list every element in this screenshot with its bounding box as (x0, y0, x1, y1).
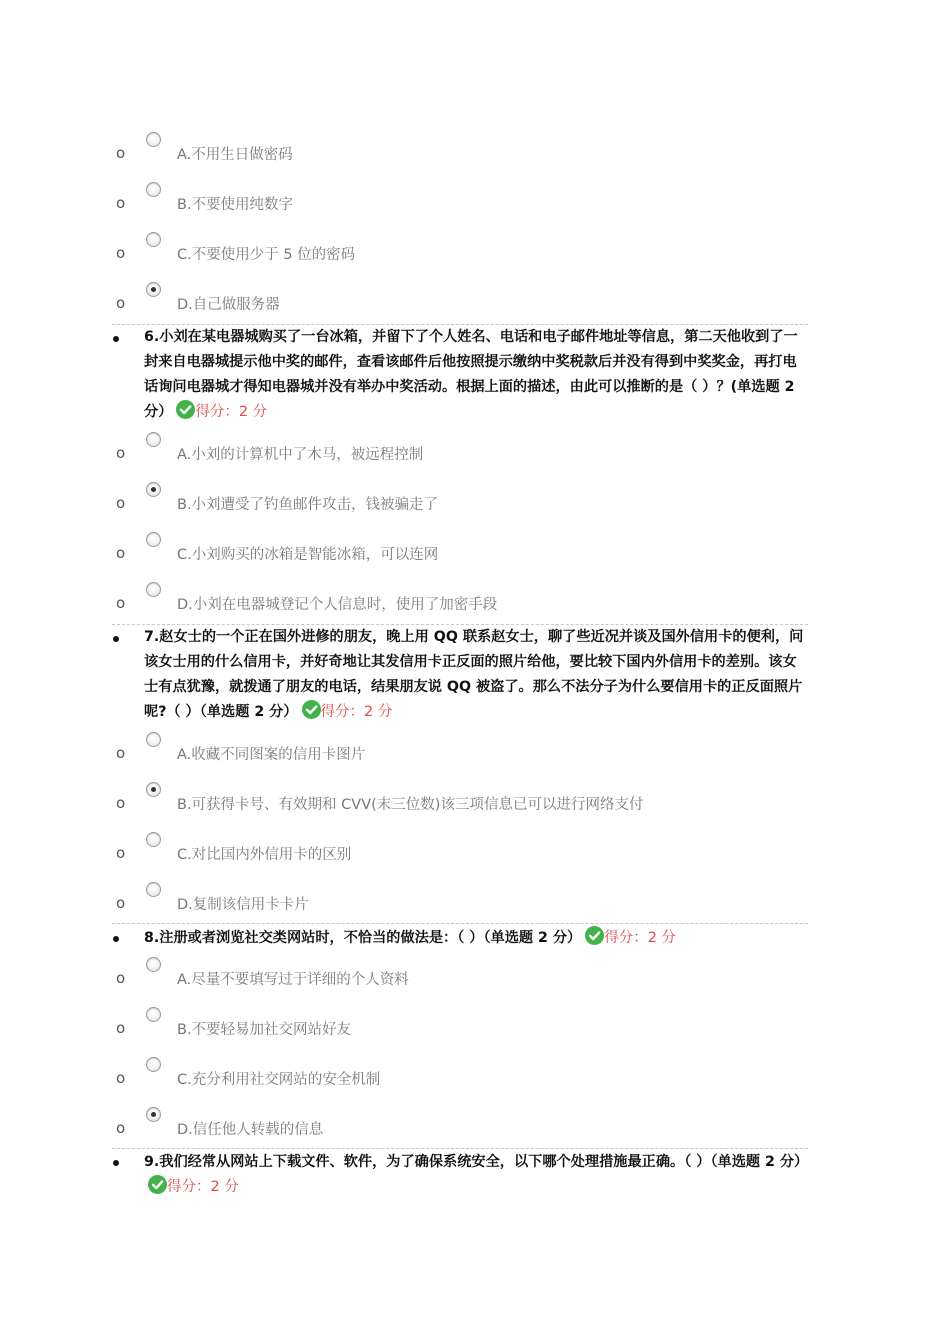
list-bullet (113, 336, 119, 342)
list-bullet: o (116, 594, 126, 612)
list-bullet (113, 636, 119, 642)
option-label: D.信任他人转载的信息 (177, 1122, 324, 1138)
check-circle-icon (148, 1175, 167, 1194)
list-bullet: o (116, 144, 126, 162)
radio-button[interactable] (146, 182, 161, 197)
option-label: D.复制该信用卡卡片 (177, 897, 309, 913)
radio-button[interactable] (146, 582, 161, 597)
list-bullet: o (116, 544, 126, 562)
option-label: C.对比国内外信用卡的区别 (177, 847, 352, 863)
check-circle-icon (585, 926, 604, 945)
list-bullet: o (116, 244, 126, 262)
option-label: A.尽量不要填写过于详细的个人资料 (177, 972, 409, 988)
option-label: B.可获得卡号、有效期和 CVV(末三位数)该三项信息已可以进行网络支付 (177, 797, 644, 813)
option-label: B.不要使用纯数字 (177, 197, 294, 213)
option-row (0, 882, 950, 922)
radio-button[interactable] (146, 732, 161, 747)
list-bullet (113, 1160, 119, 1166)
list-bullet: o (116, 1119, 126, 1137)
option-label: D.小刘在电器城登记个人信息时，使用了加密手段 (177, 597, 498, 613)
question-text (144, 926, 804, 951)
radio-button[interactable] (146, 532, 161, 547)
option-row (0, 232, 950, 272)
question-text (144, 1150, 809, 1200)
score-text: 得分：2 分 (195, 404, 268, 420)
option-row (0, 1007, 950, 1047)
question-text (144, 325, 804, 425)
question-text (144, 625, 804, 725)
list-bullet: o (116, 894, 126, 912)
question-6-text: 6.小刘在某电器城购买了一台冰箱，并留下了个人姓名、电话和电子邮件地址等信息，第二天他收到了一封来自电器城提示他中奖的邮件，查看该邮件后他按照提示缴纳中奖税款后并没有得到中奖奖金，再打电话询问电器城才得知电器城并没有举办中奖活动。根据上面的描述，由此可以推断的是（ ）？(单选题 2 分） (144, 329, 798, 420)
radio-button[interactable] (146, 882, 161, 897)
option-label: A.不用生日做密码 (177, 147, 293, 163)
option-label: D.自己做服务器 (177, 297, 280, 313)
list-bullet: o (116, 744, 126, 762)
option-label: A.小刘的计算机中了木马，被远程控制 (177, 447, 424, 463)
list-bullet: o (116, 294, 126, 312)
list-bullet: o (116, 444, 126, 462)
question-9-text: 9.我们经常从网站上下载文件、软件，为了确保系统安全，以下哪个处理措施最正确。（ ）（单选题 2 分） (144, 1154, 809, 1170)
list-bullet: o (116, 1019, 126, 1037)
list-bullet: o (116, 844, 126, 862)
option-row (0, 532, 950, 572)
radio-button[interactable] (146, 232, 161, 247)
check-circle-icon (176, 400, 195, 419)
list-bullet: o (116, 1069, 126, 1087)
question-divider (112, 923, 808, 924)
question-divider (112, 1148, 808, 1149)
option-label: C.小刘购买的冰箱是智能冰箱，可以连网 (177, 547, 439, 563)
radio-button[interactable] (146, 132, 161, 147)
option-row (0, 482, 950, 522)
option-row (0, 1107, 950, 1147)
score-text: 得分：2 分 (167, 1179, 239, 1195)
radio-button-selected[interactable] (146, 282, 161, 297)
option-label: B.小刘遭受了钓鱼邮件攻击，钱被骗走了 (177, 497, 439, 513)
option-label: C.充分利用社交网站的安全机制 (177, 1072, 381, 1088)
option-row (0, 132, 950, 172)
option-label: B.不要轻易加社交网站好友 (177, 1022, 352, 1038)
radio-button[interactable] (146, 1057, 161, 1072)
option-row (0, 782, 950, 822)
option-row (0, 582, 950, 622)
option-row (0, 732, 950, 772)
option-row (0, 182, 950, 222)
option-row (0, 957, 950, 997)
radio-button-selected[interactable] (146, 482, 161, 497)
option-label: A.收藏不同图案的信用卡图片 (177, 747, 366, 763)
option-label: C.不要使用少于 5 位的密码 (177, 247, 356, 263)
radio-button-selected[interactable] (146, 782, 161, 797)
radio-button[interactable] (146, 1007, 161, 1022)
list-bullet (113, 936, 119, 942)
option-row (0, 832, 950, 872)
radio-button[interactable] (146, 832, 161, 847)
radio-button[interactable] (146, 957, 161, 972)
question-7-text: 7.赵女士的一个正在国外进修的朋友，晚上用 QQ 联系赵女士，聊了些近况并谈及国外信用卡的便利，问该女士用的什么信用卡，并好奇地让其发信用卡正反面的照片给他，要比较下国内外信用卡的差别。该女士有点犹豫，就拨通了朋友的电话，结果朋友说 QQ 被盗了。那么不法分子为什么要信用卡的正反面照片呢?（ ）（单选题 2 分） (144, 629, 804, 720)
option-row (0, 432, 950, 472)
option-row (0, 1057, 950, 1097)
score-text: 得分：2 分 (320, 704, 393, 720)
radio-button[interactable] (146, 432, 161, 447)
list-bullet: o (116, 494, 126, 512)
list-bullet: o (116, 794, 126, 812)
list-bullet: o (116, 194, 126, 212)
question-8-text: 8.注册或者浏览社交类网站时，不恰当的做法是：（ ）（单选题 2 分） (144, 930, 582, 946)
list-bullet: o (116, 969, 126, 987)
score-text: 得分：2 分 (604, 930, 677, 946)
option-row (0, 282, 950, 322)
radio-button-selected[interactable] (146, 1107, 161, 1122)
check-circle-icon (302, 700, 321, 719)
